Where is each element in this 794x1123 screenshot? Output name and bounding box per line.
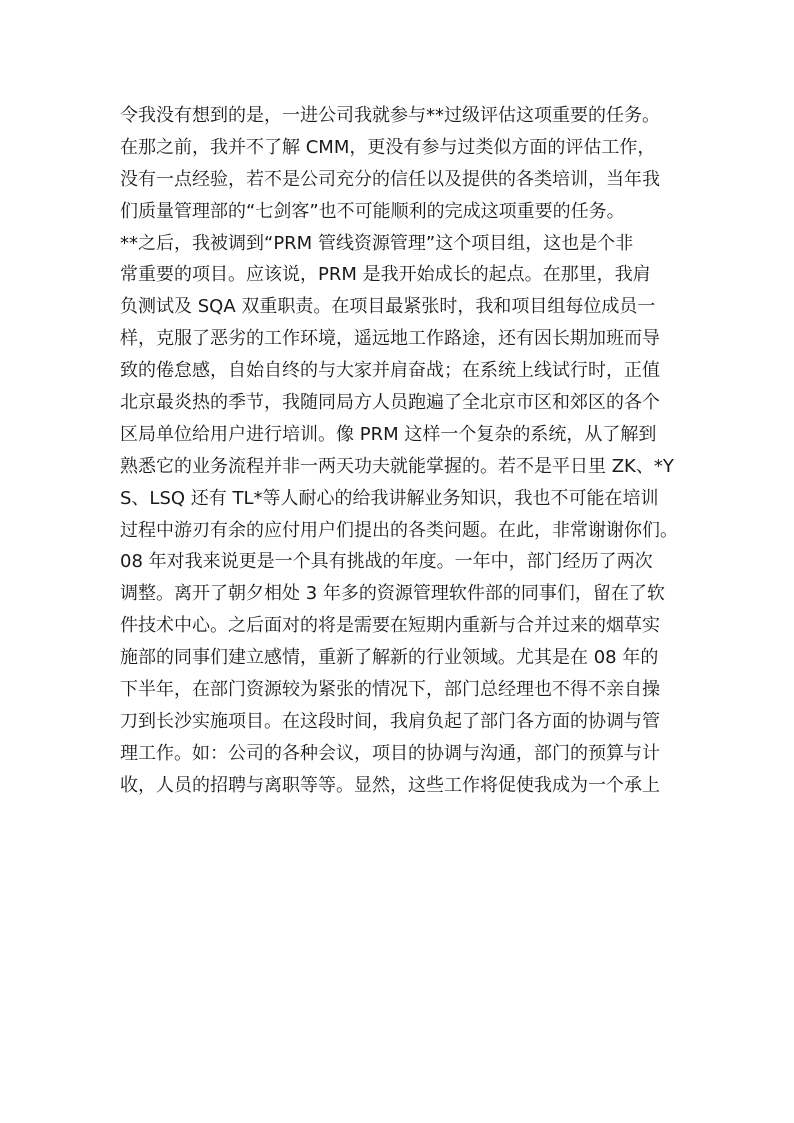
text-line: 北京最炎热的季节，我随同局方人员跑遍了全北京市区和郊区的各个 [120,392,660,414]
paragraph-3 [120,546,680,801]
text-line: 在那之前，我并不了解 CMM，更没有参与过类似方面的评估工作， [120,136,656,158]
text-line: 收，人员的招聘与离职等等。显然，这些工作将促使我成为一个承上 [120,774,660,796]
text-line: 理工作。如：公司的各种会议，项目的协调与沟通，部门的预算与计 [120,742,660,764]
text-line: 施部的同事们建立感情，重新了解新的行业领域。尤其是在 08 年的 [120,647,659,669]
body-text [120,100,680,802]
text-line: 没有一点经验，若不是公司充分的信任以及提供的各类培训，当年我 [120,168,660,190]
text-line: 致的倦怠感，自始自终的与大家并肩奋战；在系统上线试行时，正值 [120,360,660,382]
text-line: **之后，我被调到“PRM 管线资源管理”这个项目组，这也是个非 [120,232,634,254]
text-line: 常重要的项目。应该说，PRM 是我开始成长的起点。在那里，我肩 [120,264,651,286]
text-line: 调整。离开了朝夕相处 3 年多的资源管理软件部的同事们，留在了软 [120,583,665,605]
text-line: 件技术中心。之后面对的将是需要在短期内重新与合并过来的烟草实 [120,615,660,637]
text-line: 08 年对我来说更是一个具有挑战的年度。一年中，部门经历了两次 [120,551,653,573]
text-line: 样，克服了恶劣的工作环境，遥远地工作路途，还有因长期加班而导 [120,328,660,350]
paragraph-1 [120,100,680,228]
text-line: 们质量管理部的“七剑客”也不可能顺利的完成这项重要的任务。 [120,200,625,222]
text-line: 刀到长沙实施项目。在这段时间，我肩负起了部门各方面的协调与管 [120,710,660,732]
text-line: 区局单位给用户进行培训。像 PRM 这样一个复杂的系统，从了解到 [120,423,657,445]
text-line: 负测试及 SQA 双重职责。在项目最紧张时，我和项目组每位成员一 [120,296,656,318]
paragraph-2 [120,228,680,547]
text-line: 过程中游刃有余的应付用户们提出的各类问题。在此，非常谢谢你们。 [120,519,678,541]
text-line: 令我没有想到的是，一进公司我就参与**过级评估这项重要的任务。 [120,105,660,126]
text-line: 下半年，在部门资源较为紧张的情况下，部门总经理也不得不亲自操 [120,679,660,701]
text-line: S、LSQ 还有 TL*等人耐心的给我讲解业务知识，我也不可能在培训 [120,487,659,509]
text-line: 熟悉它的业务流程并非一两天功夫就能掌握的。若不是平日里 ZK、*Y [120,455,674,477]
